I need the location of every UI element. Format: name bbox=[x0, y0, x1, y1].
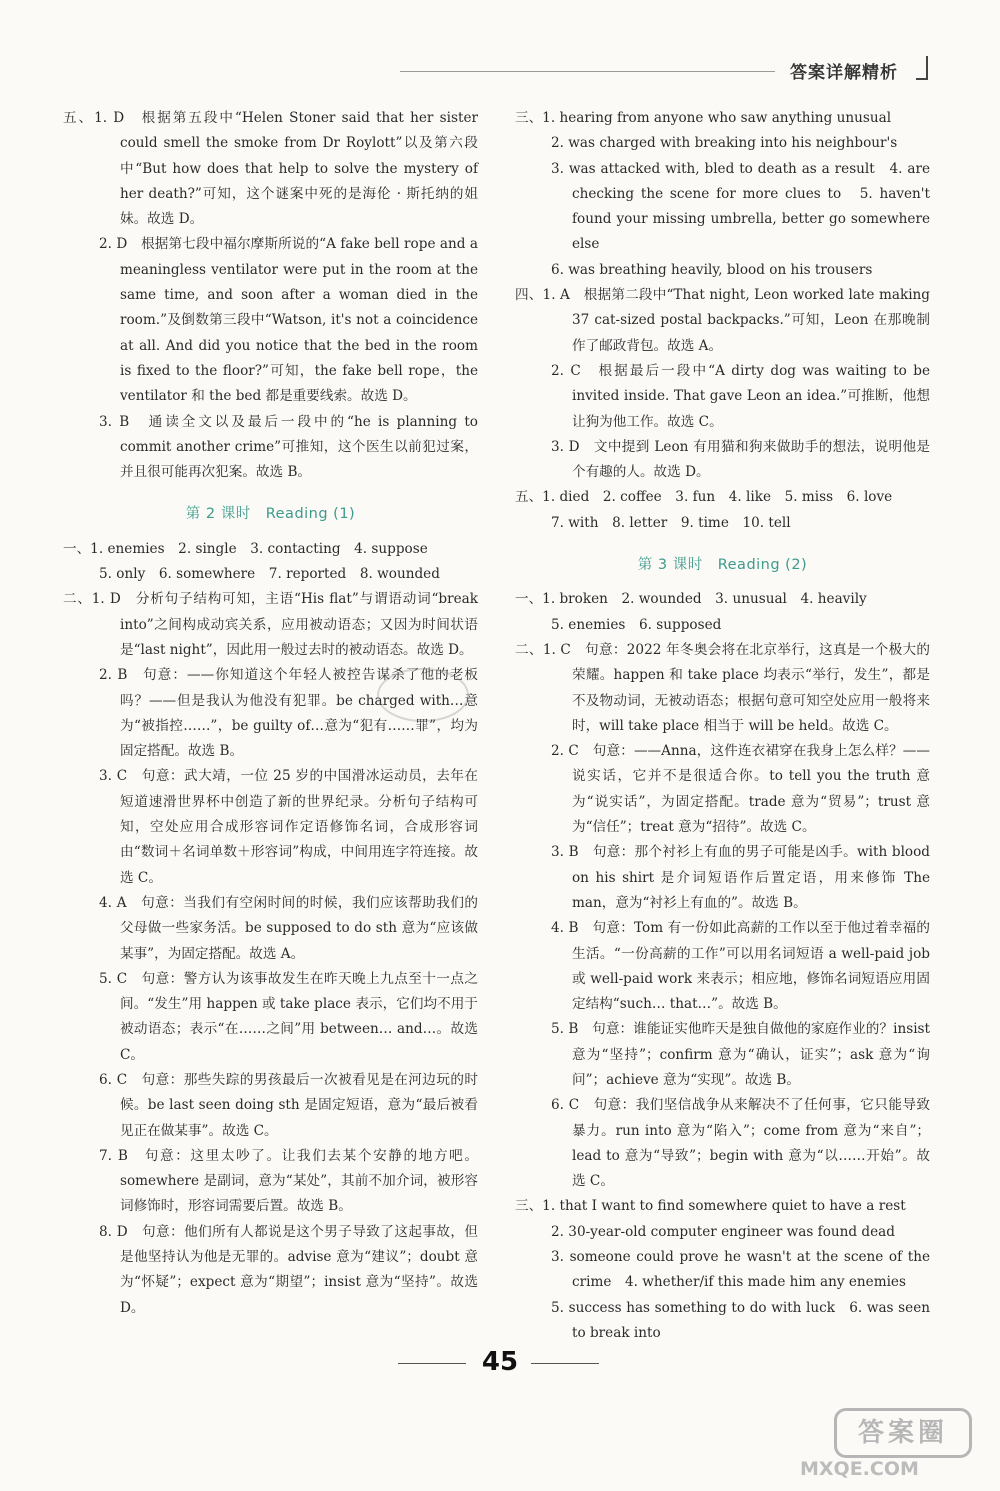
section-heading: 第 3 课时 Reading (2) bbox=[637, 557, 808, 574]
answer-item: 8. D 句意：他们所有人都说是这个男子导致了这起事故，但是他坚持认为他是无罪的。advise 意为“建议”；doubt 意为“怀疑”；expect 意为“期望”；insist 意为“坚持”。故选 D。 bbox=[99, 1223, 478, 1316]
answer-item: 6. C 句意：那些失踪的男孩最后一次被看见是在河边玩的时候。be last seen doing sth 是固定短语，意为“最后被看见正在做某事”。故选 C。 bbox=[99, 1071, 478, 1139]
answer-item: 一、1. broken 2. wounded 3. unusual 4. heavily bbox=[515, 591, 867, 608]
right-column bbox=[515, 106, 930, 1346]
header-bracket bbox=[916, 56, 928, 80]
answer-item: 5. success has something to do with luck 6. was seen to break into bbox=[551, 1299, 930, 1341]
footer-rule-left bbox=[398, 1363, 466, 1364]
answer-item: 二、1. C 句意：2022 年冬奥会将在北京举行，这真是一个极大的荣耀。happen 和 take place 均表示“举行，发生”，都是不及物动词，无被动语态；根据句意可知空处应用一般将来时，will take place 相当于 will be held。故选 C。 bbox=[515, 641, 930, 734]
answer-item: 2. C 根据最后一段中“A dirty dog was waiting to be invited inside. That gave Leon an idea.”可推断，他想让狗为他工作。故选 C。 bbox=[551, 362, 930, 430]
footer-rule-right bbox=[531, 1363, 599, 1364]
answer-item: 6. was breathing heavily, blood on his trousers bbox=[551, 261, 873, 278]
answer-item: 7. B 句意：这里太吵了。让我们去某个安静的地方吧。somewhere 是副词，意为“某处”，其前不加介词，被形容词修饰时，形容词需要后置。故选 B。 bbox=[99, 1147, 478, 1215]
answer-item: 2. D 根据第七段中福尔摩斯所说的“A fake bell rope and a meaningless ventilator were put in the room at the same time, and soon after a woman died in the room.”及倒数第三段中“Watson, it's not a coincidence at all. And did you notice that the bed in the room is fixed to the floor?”可知，the fake bell rope，the ventilator 和 the bed 都是重要线索。故选 D。 bbox=[99, 236, 478, 405]
answer-item: 7. with 8. letter 9. time 10. tell bbox=[551, 514, 791, 531]
answer-item: 2. was charged with breaking into his neighbour's bbox=[551, 135, 898, 152]
header-rule bbox=[400, 71, 775, 72]
answer-item: 一、1. enemies 2. single 3. contacting 4. suppose bbox=[63, 540, 428, 557]
answer-item: 3. D 文中提到 Leon 有用猫和狗来做助手的想法，说明他是个有趣的人。故选 D。 bbox=[551, 438, 930, 481]
answer-item: 五、1. died 2. coffee 3. fun 4. like 5. miss 6. love bbox=[515, 489, 893, 506]
answer-item: 3. C 句意：武大靖，一位 25 岁的中国滑冰运动员，去年在短道速滑世界杯中创造了新的世界纪录。分析句子结构可知，空处应用合成形容词作定语修饰名词，合成形容词由“数词＋名词单数＋形容词”构成，中间用连字符连接。故选 C。 bbox=[99, 768, 478, 886]
answer-item: 4. A 句意：当我们有空闲时间的时候，我们应该帮助我们的父母做一些家务活。be supposed to do sth 意为“应该做某事”，为固定搭配。故选 A。 bbox=[99, 894, 478, 962]
answer-item: 四、1. A 根据第二段中“That night, Leon worked late making 37 cat-sized postal backpacks.”可知，Leon 在那晚制作了邮政背包。故选 A。 bbox=[515, 287, 930, 354]
watermark-url: MXQE.COM bbox=[800, 1458, 919, 1480]
answer-item: 4. B 句意：Tom 有一份如此高薪的工作以至于他过着幸福的生活。“一份高薪的工作”可以用名词短语 a well-paid job 或 well-paid work 来表示；相应地，修饰名词短语应用固定结构“such… that…”。故选 B。 bbox=[551, 920, 930, 1013]
watermark-logo: 答案圈 bbox=[834, 1408, 972, 1458]
answer-item: 3. someone could prove he wasn't at the scene of the crime 4. whether/if this made him any enemies bbox=[551, 1249, 930, 1291]
answer-item: 2. C 句意：——Anna，这件连衣裙穿在我身上怎么样？——说实话，它并不是很适合你。to tell you the truth 意为“说实话”，为固定搭配。trade 意为“贸易”；trust 意为“信任”；treat 意为“招待”。故选 C。 bbox=[551, 743, 930, 836]
section-heading: 第 2 课时 Reading (1) bbox=[185, 506, 356, 523]
answer-item: 2. B 句意：——你知道这个年轻人被控告谋杀了他的老板吗？——但是我认为他没有犯罪。be charged with…意为“被指控……”，be guilty of…意为“犯有……罪”，均为固定搭配。故选 B。 bbox=[99, 667, 478, 760]
faint-stamp bbox=[377, 668, 469, 722]
answer-item: 3. B 通读全文以及最后一段中的“he is planning to commit another crime”可推知，这个医生以前犯过案，并且很可能再次犯案。故选 B。 bbox=[99, 413, 478, 481]
answer-item: 5. B 句意：谁能证实他昨天是独自做他的家庭作业的？insist 意为“坚持”；confirm 意为“确认，证实”；ask 意为“询问”；achieve 意为“实现”。故选 B。 bbox=[551, 1021, 930, 1088]
answer-item: 3. B 句意：那个衬衫上有血的男子可能是凶手。with blood on his shirt 是介词短语作后置定语，用来修饰 The man，意为“衬衫上有血的”。故选 B。 bbox=[551, 844, 930, 911]
answer-item: 三、1. hearing from anyone who saw anything unusual bbox=[515, 110, 892, 126]
answer-item: 6. C 句意：我们坚信战争从来解决不了任何事，它只能导致暴力。run into 意为“陷入”；come from 意为“来自”；lead to 意为“导致”；begin with 意为“以……开始”。故选 C。 bbox=[551, 1097, 930, 1190]
answer-item: 2. 30-year-old computer engineer was found dead bbox=[551, 1223, 895, 1240]
answer-item: 5. C 句意：警方认为该事故发生在昨天晚上九点至十一点之间。“发生”用 happen 或 take place 表示，它们均不用于被动语态；表示“在……之间”用 between… and…。故选 C。 bbox=[99, 970, 478, 1063]
answer-item: 二、1. D 分析句子结构可知，主语“His flat”与谓语动词“break into”之间构成动宾关系，应用被动语态；又因为时间状语是“last night”，因此用一般过去时的被动语态。故选 D。 bbox=[63, 591, 478, 658]
answer-item: 5. enemies 6. supposed bbox=[551, 616, 722, 633]
answer-item: 三、1. that I want to find somewhere quiet to have a rest bbox=[515, 1198, 906, 1215]
answer-item: 5. only 6. somewhere 7. reported 8. wounded bbox=[99, 566, 440, 583]
answer-item: 五、1. D 根据第五段中“Helen Stoner said that her sister could smell the smoke from Dr Roylott”以及第六段中“But how does that help to solve the mystery of her death?”可知，这个谜案中死的是海伦 · 斯托纳的姐妹。故选 D。 bbox=[63, 110, 479, 228]
answer-item: 3. was attacked with, bled to death as a result 4. are checking the scene for more clues to 5. haven't found your missing umbrella, better go somewhere else bbox=[551, 160, 930, 253]
header-title: 答案详解精析 bbox=[790, 63, 898, 83]
page-number: 45 bbox=[481, 1347, 519, 1377]
